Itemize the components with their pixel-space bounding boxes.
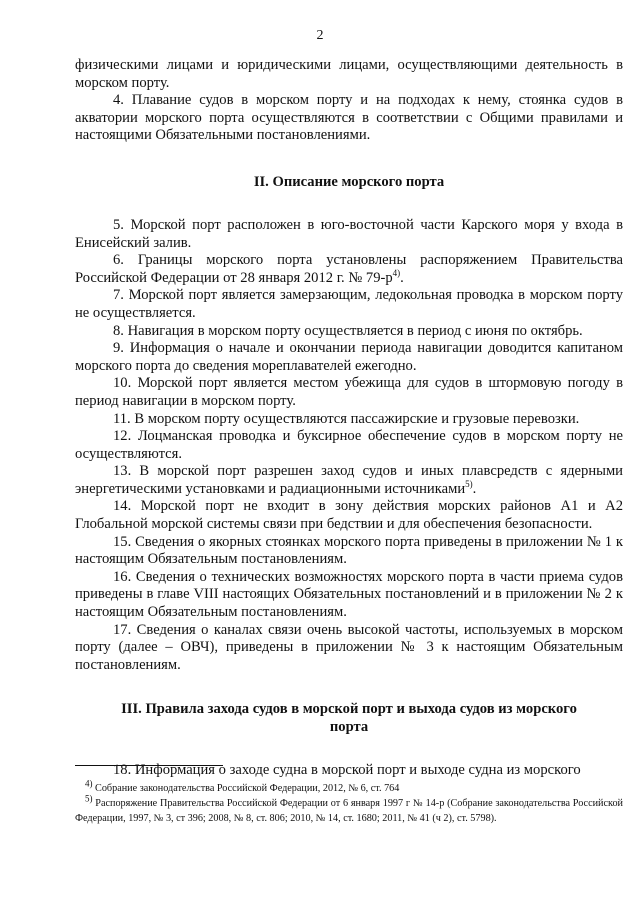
paragraph-16: 16. Сведения о технических возможностях морского порта в части приема судов приведены в главе VIII настоящих Обязательных постановлений и в приложении № 2 к настоящим Обязательным постановлениям.: [75, 568, 623, 621]
paragraph-12: 12. Лоцманская проводка и буксирное обеспечение судов в морском порту не осуществляются.: [75, 428, 623, 462]
paragraph-18: 18. Информация о заходе судна в морской порт и выходе судна из морского: [113, 762, 581, 779]
paragraph-6: [75, 252, 623, 287]
footnotes: [75, 778, 624, 826]
paragraph-11: 11. В морском порту осуществляются пассажирские и грузовые перевозки.: [113, 410, 580, 427]
paragraph-intro: физическими лицами и юридическими лицами, осуществляющими деятельность в морском порту.: [75, 57, 623, 91]
footnote-4: [75, 778, 623, 796]
document-body: [75, 57, 623, 780]
footnote-separator: [75, 765, 223, 766]
paragraph-13: [75, 463, 623, 498]
paragraph-7: 7. Морской порт является замерзающим, ледокольная проводка в морском порту не осуществляется.: [75, 287, 623, 321]
footnote-5-mark: 5): [85, 793, 93, 804]
footnote-5: [75, 793, 624, 826]
page-number: 2: [316, 28, 324, 43]
paragraph-4: 4. Плавание судов в морском порту и на подходах к нему, стоянка судов в акватории морского порта осуществляются в соответствии с Общими правилами и настоящими Обязательными постановлениями.: [75, 92, 623, 144]
paragraph-6-end: .: [400, 269, 404, 286]
footnote-5-text: Распоряжение Правительства Российской Федерации от 6 января 1997 г № 14-р (Собрание законодательства Российской Федерации, 1997, № 3, ст 396; 2008, № 8, ст. 806; 2010, № 14, ст. 1680; 2011, № 41 (ч 2), ст. 5798).: [75, 798, 624, 824]
footnote-4-mark: 4): [85, 778, 93, 789]
paragraph-13-text: 13. В морской порт разрешен заход судов и иных плавсредств с ядерными энергетическими установками и радиационными источниками: [75, 463, 623, 497]
footnote-ref-5: 5): [465, 479, 473, 490]
paragraph-6-text: 6. Границы морского порта установлены распоряжением Правительства Российской Федерации от 28 января 2012 г. № 79-р: [75, 252, 623, 286]
section-3-heading: III. Правила захода судов в морской порт и выхода судов из морского порта: [121, 701, 577, 736]
paragraph-14: 14. Морской порт не входит в зону действия морских районов A1 и A2 Глобальной морской системы связи при бедствии и для обеспечения безопасности.: [75, 498, 623, 533]
footnote-4-text: Собрание законодательства Российской Федерации, 2012, № 6, ст. 764: [95, 783, 400, 794]
paragraph-10: 10. Морской порт является местом убежища для судов в штормовую погоду в период навигации в морском порту.: [75, 375, 623, 409]
paragraph-15: 15. Сведения о якорных стоянках морского порта приведены в приложении № 1 к настоящим Обязательным постановлениям.: [75, 533, 623, 568]
paragraph-5: 5. Морской порт расположен в юго-восточной части Карского моря у входа в Енисейский залив.: [75, 216, 623, 251]
section-2-heading: II. Описание морского порта: [253, 173, 445, 190]
paragraph-13-end: .: [472, 480, 477, 497]
paragraph-8: 8. Навигация в морском порту осуществляется в период с июня по октябрь.: [113, 322, 583, 339]
footnote-ref-4: 4): [392, 267, 401, 278]
paragraph-17: 17. Сведения о каналах связи очень высокой частоты, используемых в морском порту (далее – ОВЧ), приведены в приложении № 3 к настоящим Обязательным постановлениям.: [75, 621, 623, 673]
paragraph-9: 9. Информация о начале и окончании периода навигации доводится капитаном морского порта до сведения мореплавателей ежегодно.: [75, 340, 623, 374]
